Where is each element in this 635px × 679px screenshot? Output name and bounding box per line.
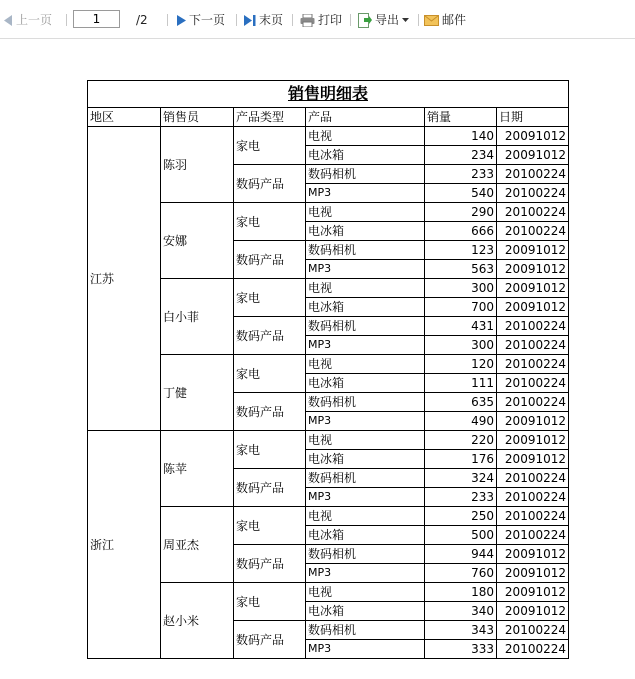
sales-volume-cell: 300: [425, 279, 497, 298]
email-label: 邮件: [442, 13, 467, 27]
separator: [350, 14, 351, 26]
date-cell: 20100224: [497, 184, 569, 203]
sales-volume-cell: 300: [425, 336, 497, 355]
date-cell: 20091012: [497, 279, 569, 298]
product-cell: 电冰箱: [306, 298, 425, 317]
sales-volume-cell: 333: [425, 640, 497, 659]
product-cell: 电冰箱: [306, 374, 425, 393]
separator: [292, 14, 293, 26]
date-cell: 20100224: [497, 621, 569, 640]
product-cell: 电冰箱: [306, 450, 425, 469]
separator: [167, 14, 168, 26]
sales-volume-cell: 233: [425, 165, 497, 184]
export-icon: [358, 13, 372, 28]
date-cell: 20100224: [497, 507, 569, 526]
product-cell: MP3: [306, 412, 425, 431]
product-cell: 数码相机: [306, 469, 425, 488]
date-cell: 20091012: [497, 545, 569, 564]
product-type-cell: 数码产品: [234, 393, 306, 431]
salesperson-cell: 丁健: [161, 355, 234, 431]
region-cell: 江苏: [88, 127, 161, 431]
product-type-cell: 数码产品: [234, 545, 306, 583]
date-cell: 20100224: [497, 222, 569, 241]
prev-page-label: 上一页: [16, 13, 53, 27]
dropdown-caret-icon: [402, 18, 409, 22]
product-cell: 数码相机: [306, 165, 425, 184]
date-cell: 20100224: [497, 488, 569, 507]
product-cell: 电视: [306, 583, 425, 602]
mail-icon: [424, 15, 439, 26]
product-cell: 数码相机: [306, 317, 425, 336]
product-type-cell: 数码产品: [234, 241, 306, 279]
salesperson-cell: 陈苹: [161, 431, 234, 507]
table-row: [88, 355, 569, 374]
sales-volume-cell: 120: [425, 355, 497, 374]
header-date: 日期: [497, 108, 569, 127]
print-button[interactable]: [300, 11, 342, 29]
product-cell: 数码相机: [306, 393, 425, 412]
product-type-cell: 家电: [234, 203, 306, 241]
date-cell: 20091012: [497, 146, 569, 165]
report-title: 销售明细表: [88, 81, 569, 108]
sales-volume-cell: 635: [425, 393, 497, 412]
date-cell: 20100224: [497, 336, 569, 355]
product-cell: 电视: [306, 507, 425, 526]
next-arrow-icon: [177, 15, 186, 26]
date-cell: 20091012: [497, 450, 569, 469]
date-cell: 20100224: [497, 640, 569, 659]
product-cell: MP3: [306, 184, 425, 203]
sales-volume-cell: 343: [425, 621, 497, 640]
date-cell: 20091012: [497, 564, 569, 583]
product-cell: 电冰箱: [306, 146, 425, 165]
print-label: 打印: [318, 13, 343, 27]
header-sales-volume: 销量: [425, 108, 497, 127]
product-cell: 电视: [306, 279, 425, 298]
table-row: [88, 507, 569, 526]
product-cell: 数码相机: [306, 241, 425, 260]
product-type-cell: 家电: [234, 431, 306, 469]
header-region: 地区: [88, 108, 161, 127]
product-cell: 电冰箱: [306, 602, 425, 621]
report-toolbar: [0, 0, 635, 39]
product-type-cell: 数码产品: [234, 317, 306, 355]
sales-volume-cell: 340: [425, 602, 497, 621]
sales-volume-cell: 431: [425, 317, 497, 336]
prev-page-button[interactable]: [4, 11, 52, 29]
last-page-label: 末页: [259, 13, 284, 27]
product-cell: 电视: [306, 203, 425, 222]
product-type-cell: 家电: [234, 127, 306, 165]
product-cell: MP3: [306, 336, 425, 355]
product-type-cell: 家电: [234, 507, 306, 545]
header-product: 产品: [306, 108, 425, 127]
date-cell: 20100224: [497, 526, 569, 545]
product-cell: 电视: [306, 431, 425, 450]
next-page-label: 下一页: [189, 13, 226, 27]
product-type-cell: 家电: [234, 355, 306, 393]
sales-volume-cell: 700: [425, 298, 497, 317]
printer-icon: [300, 14, 315, 27]
sales-volume-cell: 324: [425, 469, 497, 488]
prev-arrow-icon: [4, 15, 13, 26]
sales-volume-cell: 220: [425, 431, 497, 450]
product-type-cell: 数码产品: [234, 621, 306, 659]
sales-volume-cell: 290: [425, 203, 497, 222]
page-number-input[interactable]: [73, 10, 120, 28]
date-cell: 20091012: [497, 583, 569, 602]
table-row: [88, 431, 569, 450]
last-page-button[interactable]: [244, 11, 283, 29]
product-cell: MP3: [306, 640, 425, 659]
sales-volume-cell: 490: [425, 412, 497, 431]
date-cell: 20091012: [497, 241, 569, 260]
product-type-cell: 数码产品: [234, 165, 306, 203]
sales-volume-cell: 180: [425, 583, 497, 602]
product-cell: MP3: [306, 564, 425, 583]
sales-volume-cell: 666: [425, 222, 497, 241]
product-cell: MP3: [306, 488, 425, 507]
header-product-type: 产品类型: [234, 108, 306, 127]
sales-volume-cell: 540: [425, 184, 497, 203]
next-page-button[interactable]: [177, 11, 225, 29]
salesperson-cell: 陈羽: [161, 127, 234, 203]
date-cell: 20091012: [497, 298, 569, 317]
product-type-cell: 家电: [234, 583, 306, 621]
sales-volume-cell: 140: [425, 127, 497, 146]
product-type-cell: 数码产品: [234, 469, 306, 507]
product-cell: 数码相机: [306, 545, 425, 564]
table-row: [88, 203, 569, 222]
last-page-icon: [244, 15, 256, 26]
email-button[interactable]: [424, 11, 466, 29]
salesperson-cell: 白小菲: [161, 279, 234, 355]
sales-detail-report: [87, 80, 569, 659]
sales-volume-cell: 500: [425, 526, 497, 545]
date-cell: 20100224: [497, 393, 569, 412]
table-row: [88, 127, 569, 146]
date-cell: 20091012: [497, 127, 569, 146]
date-cell: 20100224: [497, 469, 569, 488]
sales-volume-cell: 250: [425, 507, 497, 526]
product-cell: 电视: [306, 127, 425, 146]
salesperson-cell: 周亚杰: [161, 507, 234, 583]
date-cell: 20091012: [497, 260, 569, 279]
product-cell: 电冰箱: [306, 526, 425, 545]
sales-volume-cell: 760: [425, 564, 497, 583]
region-cell: 浙江: [88, 431, 161, 659]
salesperson-cell: 安娜: [161, 203, 234, 279]
date-cell: 20100224: [497, 355, 569, 374]
sales-volume-cell: 123: [425, 241, 497, 260]
separator: [66, 14, 67, 26]
date-cell: 20100224: [497, 317, 569, 336]
product-type-cell: 家电: [234, 279, 306, 317]
header-salesperson: 销售员: [161, 108, 234, 127]
export-button[interactable]: [358, 11, 409, 29]
product-cell: 电视: [306, 355, 425, 374]
date-cell: 20100224: [497, 374, 569, 393]
date-cell: 20091012: [497, 431, 569, 450]
product-cell: MP3: [306, 260, 425, 279]
date-cell: 20091012: [497, 602, 569, 621]
total-pages: /2: [136, 13, 148, 27]
sales-volume-cell: 233: [425, 488, 497, 507]
sales-volume-cell: 563: [425, 260, 497, 279]
table-row: [88, 279, 569, 298]
date-cell: 20091012: [497, 412, 569, 431]
separator: [418, 14, 419, 26]
sales-volume-cell: 234: [425, 146, 497, 165]
date-cell: 20100224: [497, 203, 569, 222]
table-row: [88, 583, 569, 602]
product-cell: 电冰箱: [306, 222, 425, 241]
date-cell: 20100224: [497, 165, 569, 184]
separator: [236, 14, 237, 26]
sales-volume-cell: 944: [425, 545, 497, 564]
sales-volume-cell: 176: [425, 450, 497, 469]
export-label: 导出: [375, 13, 400, 27]
salesperson-cell: 赵小米: [161, 583, 234, 659]
product-cell: 数码相机: [306, 621, 425, 640]
sales-volume-cell: 111: [425, 374, 497, 393]
